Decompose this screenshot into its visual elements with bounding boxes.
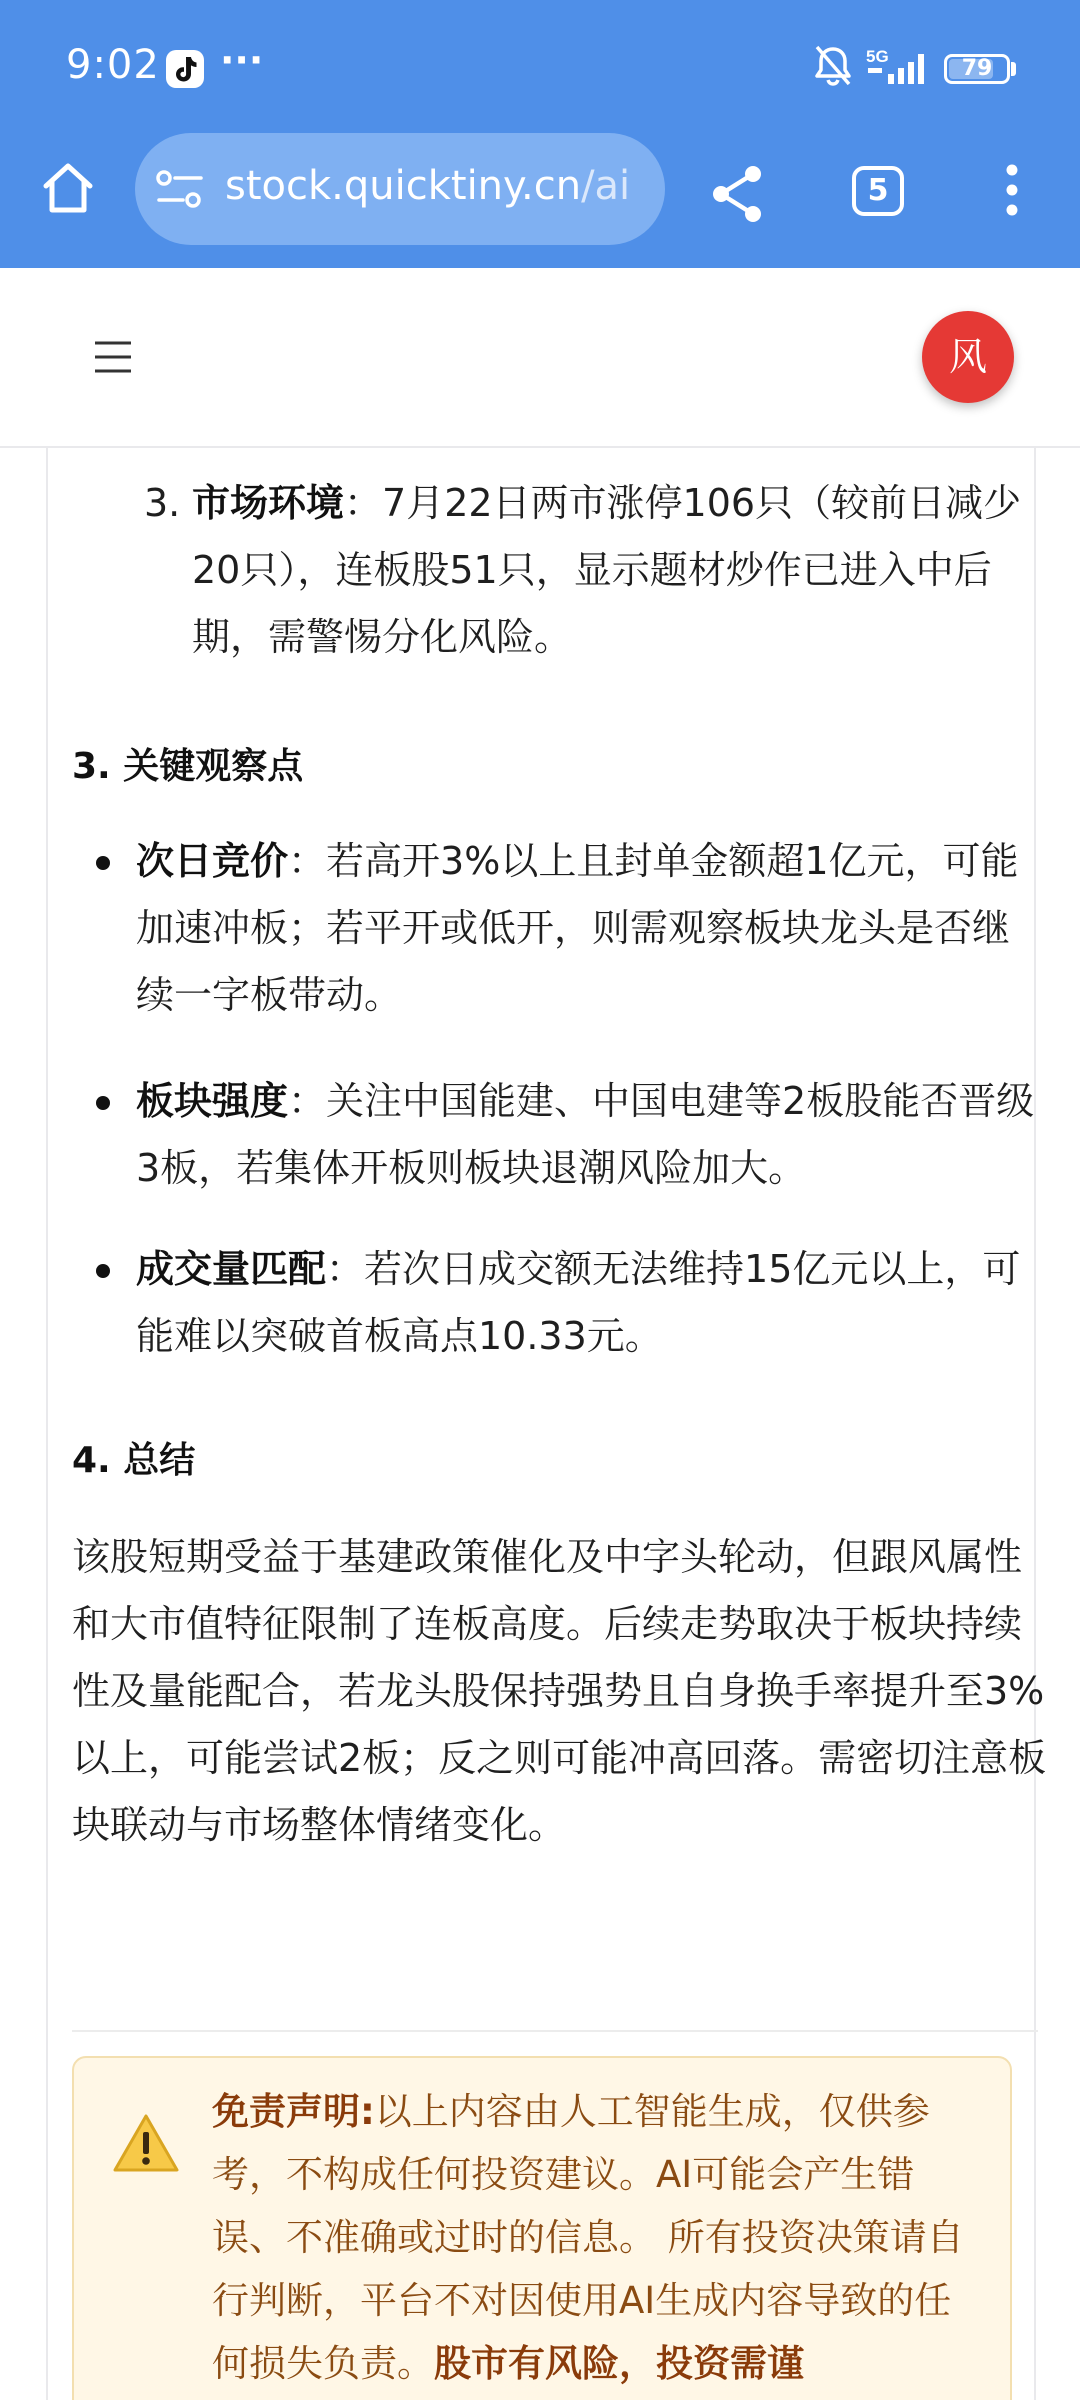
disclaimer-body: 以上内容由人工智能生成，仅供参考，不构成任何投资建议。AI可能会产生错误、不准确或过时的信息。 所有投资决策请自行判断，平台不对因使用AI生成内容导致的任何损失负责。 [212, 2090, 964, 2385]
list-item-separator: ： [344, 481, 383, 525]
disclaimer-emphasis: 股市有风险，投资需谨 [434, 2342, 804, 2385]
bullet-dot [96, 856, 110, 870]
share-icon[interactable] [708, 164, 768, 224]
url-path: /ai [581, 163, 631, 209]
more-notifications-icon: ··· [220, 38, 264, 82]
list-item-body [192, 470, 1058, 671]
section-heading-key-observations: 3. 关键观察点 [72, 746, 304, 787]
ai-analysis-content [46, 448, 1047, 2400]
bullet-text: 若高开3%以上且封单金额超1亿元，可能加速冲板；若平开或低开，则需观察板块龙头是否继续一字板带动。 [136, 839, 1019, 1017]
bullet-text: 若次日成交额无法维持15亿元以上，可能难以突破首板高点10.33元。 [136, 1247, 1021, 1358]
bullet-text: 关注中国能建、中国电建等2板股能否晋级3板，若集体开板则板块退潮风险加大。 [136, 1079, 1035, 1190]
tiktok-notification-icon [166, 50, 204, 88]
site-settings-icon[interactable] [155, 168, 205, 212]
bullet-title: 次日竞价 [136, 839, 289, 883]
hamburger-menu-icon[interactable] [94, 340, 132, 374]
more-options-icon[interactable] [1000, 160, 1024, 220]
list-item-number: 3. [144, 481, 181, 525]
cellular-signal-icon [864, 46, 934, 86]
warning-icon [112, 2112, 180, 2174]
disclaimer-label: 免责声明: [212, 2090, 375, 2133]
tab-switcher-icon[interactable]: 5 [852, 166, 904, 216]
network-type: 5G [866, 47, 889, 66]
summary-paragraph: 该股短期受益于基建政策催化及中字头轮动，但跟风属性和大市值特征限制了连板高度。后续走势取决于板块持续性及量能配合，若龙头股保持强势且自身换手率提升至3%以上，可能尝试2板；反之则可能冲高回落。需密切注意板块联动与市场整体情绪变化。 [72, 1535, 1047, 1847]
bullet-separator: ： [288, 1079, 327, 1123]
disclaimer-box [72, 2056, 1012, 2400]
status-bar [0, 0, 1080, 130]
url-text[interactable] [225, 163, 645, 209]
bullet-body [136, 1068, 1036, 1202]
battery-icon [944, 54, 1010, 84]
user-avatar[interactable]: 风 [922, 311, 1014, 403]
url-bar[interactable] [135, 133, 665, 245]
notifications-muted-icon [812, 44, 854, 88]
bullet-body [136, 1236, 1036, 1370]
disclaimer-text [212, 2080, 982, 2395]
site-header [0, 268, 1080, 448]
bullet-separator: ： [288, 839, 327, 883]
bullet-dot [96, 1096, 110, 1110]
list-item-text: 7月22日两市涨停106只（较前日减少20只），连板股51只，显示题材炒作已进入中后期，需警惕分化风险。 [192, 481, 1022, 659]
battery-cap [1011, 62, 1016, 76]
section-heading-summary: 4. 总结 [72, 1440, 196, 1481]
bullet-title: 成交量匹配 [136, 1247, 327, 1291]
browser-toolbar [0, 130, 1080, 268]
divider [72, 2030, 1038, 2032]
bullet-title: 板块强度 [136, 1079, 289, 1123]
status-time: 9:02 [66, 42, 160, 88]
bullet-body [136, 828, 1036, 1029]
battery-level: 79 [961, 56, 993, 81]
browser-chrome [0, 0, 1080, 268]
list-item-title: 市场环境 [192, 481, 345, 525]
bullet-separator: ： [326, 1247, 365, 1291]
bullet-dot [96, 1264, 110, 1278]
home-icon[interactable] [38, 158, 98, 218]
url-host: stock.quicktiny.cn [225, 163, 582, 209]
